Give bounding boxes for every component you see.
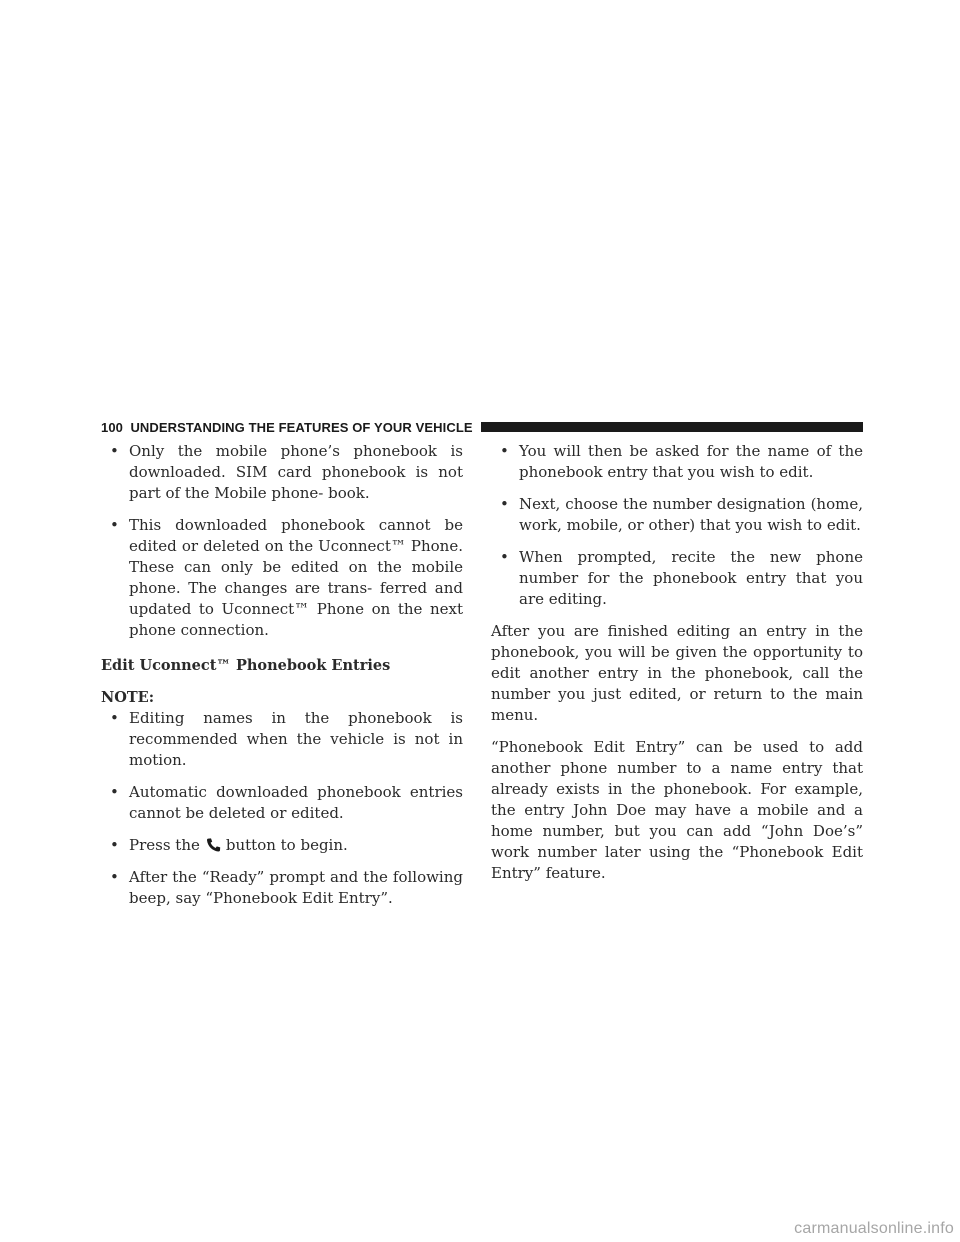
note-label: NOTE:	[101, 689, 155, 706]
bullet-text: After the “Ready” prompt and the following beep, say “Phonebook Edit Entry”.	[129, 868, 463, 907]
bullet-text: Editing names in the phonebook is recommended when the vehicle is not in motion.	[129, 709, 463, 769]
header-rule	[481, 422, 863, 432]
bullet-dot: •	[110, 783, 119, 801]
bullet-dot: •	[110, 709, 119, 727]
bullet-text: Next, choose the number designation (home, work, mobile, or other) that you wish to edit.	[519, 495, 863, 534]
page-number: 100	[101, 419, 123, 435]
bullet-dot: •	[500, 548, 509, 566]
bullet-text: This downloaded phonebook cannot be edited or deleted on the Uconnect™ Phone. These can only be edited on the mobile phone. The changes are trans- ferred and updated to Uconnect™ Phone on the next phone connection.	[129, 516, 463, 639]
bullet-text: Only the mobile phone’s phonebook is downloaded. SIM card phonebook is not part of the Mobile phone- book.	[129, 442, 463, 502]
bullet-item	[491, 494, 863, 536]
bullet-dot: •	[110, 836, 119, 854]
bullet-dot: •	[500, 495, 509, 513]
phone-icon	[206, 838, 222, 852]
bullet-item	[101, 782, 463, 824]
bullet-text: You will then be asked for the name of the phonebook entry that you wish to edit.	[519, 442, 863, 481]
bullet-item	[101, 835, 463, 856]
bullet-item	[491, 547, 863, 610]
bullet-dot: •	[110, 868, 119, 886]
body-paragraph: “Phonebook Edit Entry” can be used to add another phone number to a name entry that already exists in the phonebook. For example, the entry John Doe may have a mobile and a home number, but you can add “John Doe’s” work number later using the “Phonebook Edit Entry” feature.	[491, 738, 863, 882]
bullet-dot: •	[110, 516, 119, 534]
bullet-text: When prompted, recite the new phone number for the phonebook entry that you are editing.	[519, 548, 863, 608]
right-column	[491, 441, 863, 895]
bullet-dot: •	[110, 442, 119, 460]
section-heading: Edit Uconnect™ Phonebook Entries	[101, 657, 391, 674]
bullet-item	[101, 515, 463, 641]
bullet-item	[101, 867, 463, 909]
bullet-item	[491, 441, 863, 483]
left-column	[101, 441, 463, 920]
bullet-item	[101, 441, 463, 504]
bullet-text: Automatic downloaded phonebook entries cannot be deleted or edited.	[129, 783, 463, 822]
press-text-before: Press the	[129, 836, 200, 854]
body-paragraph: After you are finished editing an entry in the phonebook, you will be given the opportunity to edit another entry in the phonebook, call the number you just edited, or return to the main menu.	[491, 622, 863, 724]
page-header	[101, 417, 863, 437]
bullet-dot: •	[500, 442, 509, 460]
chapter-title: UNDERSTANDING THE FEATURES OF YOUR VEHICLE	[130, 419, 473, 435]
header-title	[101, 420, 481, 435]
watermark: carmanualsonline.info	[794, 1220, 954, 1237]
press-text-after: button to begin.	[225, 836, 348, 854]
bullet-item	[101, 708, 463, 771]
